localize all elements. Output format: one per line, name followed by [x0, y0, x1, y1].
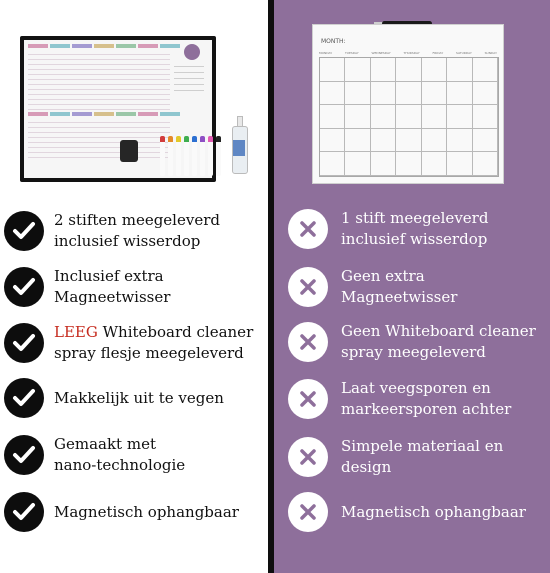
drawback-text: Geen Whiteboard cleaner spray meegeleverd [341, 322, 536, 361]
cross-icon [288, 437, 328, 477]
feature-row-1 [0, 210, 268, 252]
drawback-row-4 [286, 378, 550, 420]
feature-text: Magnetisch ophangbaar [54, 502, 239, 521]
feature-row-6 [0, 492, 268, 532]
cross-icon [288, 267, 328, 307]
check-icon [4, 211, 44, 251]
feature-row-4 [0, 378, 268, 418]
drawback-row-3 [286, 321, 550, 363]
cross-icon [288, 492, 328, 532]
drawback-row-5 [286, 436, 550, 478]
check-icon [4, 435, 44, 475]
feature-row-2 [0, 266, 268, 308]
cleaner-spray-bottle [232, 116, 246, 172]
magnetic-eraser [120, 140, 138, 162]
board-day-headers: MONDAY TUESDAY WEDNESDAY THURSDAY FRIDAY SATURDAY SUNDAY [319, 51, 497, 55]
feature-text: 2 stiften meegeleverd inclusief wisserdop [54, 211, 220, 250]
monthly-whiteboard-image [312, 24, 504, 184]
cross-icon [288, 322, 328, 362]
cross-icon [288, 209, 328, 249]
drawback-text: 1 stift meegeleverd inclusief wisserdop [341, 209, 489, 248]
calendar-grid [319, 57, 499, 177]
brand-logo [184, 44, 200, 60]
drawback-text: Magnetisch ophangbaar [341, 502, 526, 521]
feature-text: Gemaakt met nano-technologie [54, 435, 186, 474]
check-icon [4, 492, 44, 532]
cross-icon [288, 379, 328, 419]
planner-whiteboard-image [20, 36, 216, 182]
drawback-row-6 [286, 492, 550, 532]
drawback-text: Geen extra Magneetwisser [341, 267, 458, 306]
feature-row-3 [0, 322, 268, 364]
marker-set [160, 136, 221, 176]
drawback-text: Simpele materiaal en design [341, 437, 504, 476]
check-icon [4, 267, 44, 307]
drawback-text: Laat veegsporen en markeersporen achter [341, 379, 512, 418]
feature-text: Makkelijk uit te vegen [54, 388, 224, 407]
highlight-word: LEEG [54, 323, 98, 341]
check-icon [4, 323, 44, 363]
feature-row-5 [0, 434, 268, 476]
drawback-row-2 [286, 266, 550, 308]
check-icon [4, 378, 44, 418]
feature-text: Inclusief extra Magneetwisser [54, 267, 171, 306]
drawback-row-1 [286, 208, 550, 250]
feature-text: LEEG Whiteboard cleaner spray flesje meegeleverd [54, 323, 254, 362]
board-month-label: MONTH: [321, 38, 346, 45]
